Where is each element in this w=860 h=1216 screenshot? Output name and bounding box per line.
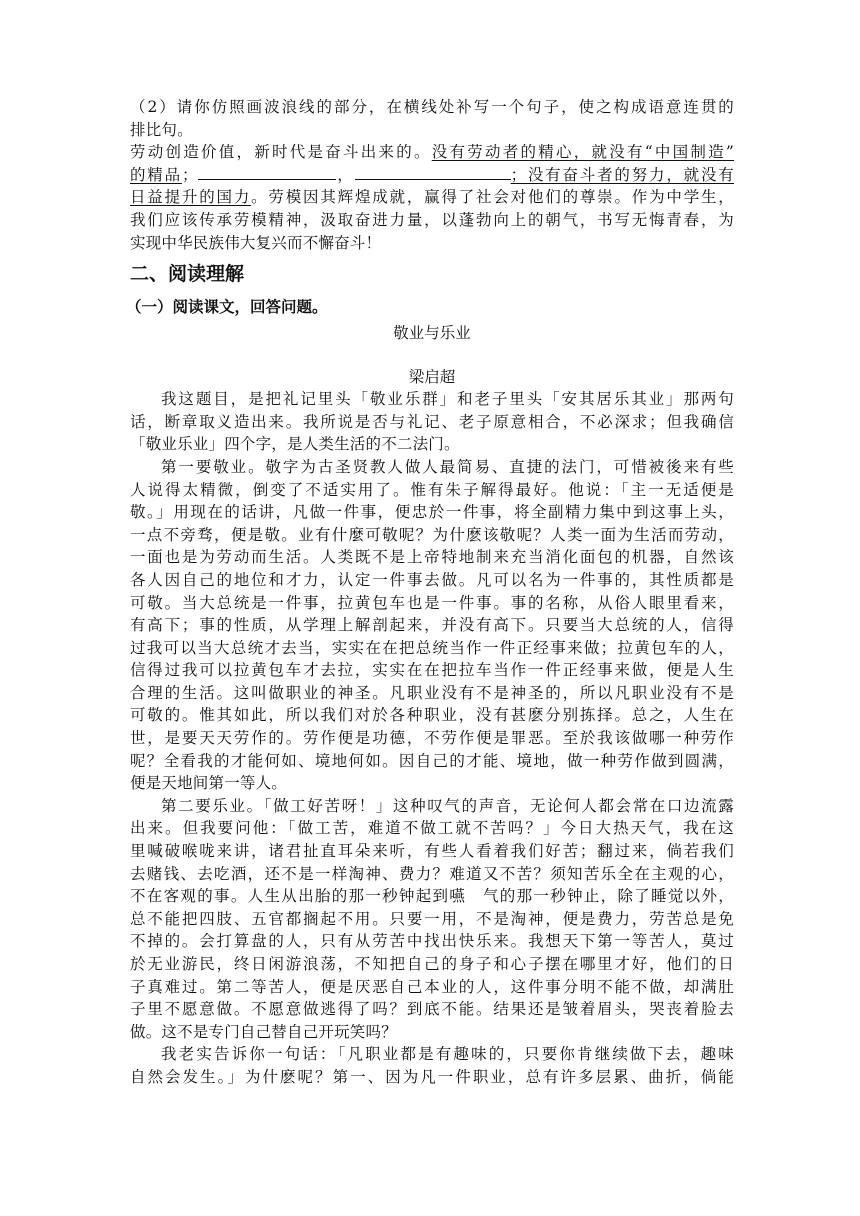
wavy-underlined-text: 日益提升的国力	[130, 188, 252, 207]
wavy-underlined-text: ；没有奋斗者的努力，就没有	[510, 165, 734, 184]
wavy-underlined-text: 的精品	[130, 165, 182, 184]
article-line: 可敬的。惟其如此，所以我们对於各种职业，没有甚麽分别拣择。总之，人生在	[130, 706, 734, 725]
article-line: 自然会发生。」为什麽呢？第一、因为凡一件职业，总有许多层累、曲折，倘能	[130, 1067, 734, 1086]
article-line: 里喊破喉咙来讲，诸君扯直耳朵来听，有些人看着我们好苦；翻过来，倘若我们	[130, 842, 734, 861]
article-line: 我老实告诉你一句话：「凡职业都是有趣味的，只要你肯继续做下去，趣味	[161, 1045, 734, 1064]
article-author: 梁启超	[408, 368, 456, 387]
question-prompt-line: 排比句。	[130, 120, 193, 139]
article-line: 第二要乐业。「做工好苦呀！」这种叹气的声音，无论何人都会常在口边流露	[161, 796, 734, 815]
document-page	[126, 96, 735, 1089]
answer-blank-1[interactable]	[198, 164, 336, 180]
answer-blank-2[interactable]	[355, 164, 511, 180]
passage-text: ，	[335, 165, 355, 184]
article-line: 做。这不是专门自己替自己开玩笑吗？	[130, 1022, 397, 1041]
article-line: 去赌钱、去吃酒，还不是一样淘神、费力？难道又不苦？须知苦乐全在主观的心，	[130, 864, 734, 883]
article-line: 合理的生活。这叫做职业的神圣。凡职业没有不是神圣的，所以凡职业没有不是	[130, 683, 734, 702]
article-title: 敬业与乐业	[393, 324, 471, 343]
article-line: 「敬业乐业」四个字，是人类生活的不二法门。	[130, 435, 460, 454]
passage-line	[130, 186, 734, 209]
wavy-underlined-text: 没有劳动者的精心，就没有“中国制造”	[431, 143, 735, 162]
article-line: 子里不愿意做。不愿意做逃得了吗？到底不能。结果还是皱着眉头，哭丧着脸去	[130, 1000, 734, 1019]
article-line: 各人因自己的地位和才力，认定一件事去做。凡可以名为一件事的，其性质都是	[130, 570, 734, 589]
article-line: 便是天地间第一等人。	[130, 774, 288, 793]
article-line: 信得过我可以拉黄包车才去拉，实实在在把拉车当作一件正经事来做，便是人生	[130, 661, 734, 680]
article-line: 於无业游民，终日闲游浪荡，不知把自己的身子和心子摆在哪里才好，他们的日	[130, 955, 734, 973]
article-line: 人说得太精微，倒变了不适实用了。惟有朱子解得最好。他说：「主一无适便是	[130, 480, 734, 499]
article-line: 第一要敬业。敬字为古圣贤教人做人最简易、直捷的法门，可惜被後来有些	[161, 457, 734, 476]
passage-line: 实现中华民族伟大复兴而不懈奋斗！	[130, 233, 382, 252]
passage-text: 。劳模因其辉煌成就，赢得了社会对他们的尊崇。作为中学生，	[251, 188, 734, 207]
passage-line: 我们应该传承劳模精神，汲取奋进力量，以蓬勃向上的朝气，书写无悔青春，为	[130, 210, 734, 229]
article-line: 敬。」用现在的话讲，凡做一件事，便忠於一件事，将全副精力集中到这事上头，	[130, 503, 734, 522]
article-line: 话，断章取义造出来。我所说是否与礼记、老子原意相合，不必深求；但我确信	[130, 412, 734, 431]
passage-line	[130, 164, 734, 187]
article-line: 一面也是为劳动而生活。人类既不是上帝特地制来充当消化面包的机器，自然该	[130, 548, 734, 567]
article-line: 子真难过。第二等苦人，便是厌恶自己本业的人，这件事分明不能不做，却满肚	[130, 977, 734, 996]
article-line: 一点不旁骛，便是敬。业有什麼可敬呢？为什麽该敬呢？人类一面为生活而劳动，	[130, 525, 734, 544]
article-line: 有高下；事的性质，从学理上解剖起来，并没有高下。只要当大总统的人，信得	[130, 616, 734, 635]
article-line: 过我可以当大总统才去当，实实在在把总统当作一件正经事来做；拉黄包车的人，	[130, 638, 734, 657]
article-line: 总不能把四肢、五官都搁起不用。只要一用，不是淘神，便是费力，劳苦总是免	[130, 909, 734, 928]
question-prompt-line: （2）请你仿照画波浪线的部分，在横线处补写一个句子，使之构成语意连贯的	[130, 98, 734, 116]
passage-line	[130, 141, 734, 164]
subsection-heading: （一）阅读课文，回答问题。	[126, 298, 328, 317]
section-heading: 二、阅读理解	[130, 263, 245, 286]
article-line: 不在客观的事。人生从出胎的那一秒钟起到嚥 气的那一秒钟止，除了睡觉以外，	[130, 887, 734, 906]
article-line: 不掉的。会打算盘的人，只有从劳苦中找出快乐来。我想天下第一等苦人，莫过	[130, 932, 734, 951]
passage-text: 劳动创造价值，新时代是奋斗出来的。	[130, 143, 432, 162]
article-line: 我这题目，是把礼记里头「敬业乐群」和老子里头「安其居乐其业」那两句	[161, 390, 734, 409]
article-line: 可敬。当大总统是一件事，拉黄包车也是一件事。事的名称，从俗人眼里看来，	[130, 593, 734, 612]
article-line: 世，是要天天劳作的。劳作便是功德，不劳作便是罪恶。至於我该做哪一种劳作	[130, 729, 734, 748]
article-line: 呢？全看我的才能何如、境地何如。因自己的才能、境地，做一种劳作做到圆满，	[130, 751, 734, 770]
passage-text: ；	[181, 165, 198, 184]
article-line: 出来。但我要问他：「做工苦，难道不做工就不苦吗？」今日大热天气，我在这	[130, 819, 734, 838]
